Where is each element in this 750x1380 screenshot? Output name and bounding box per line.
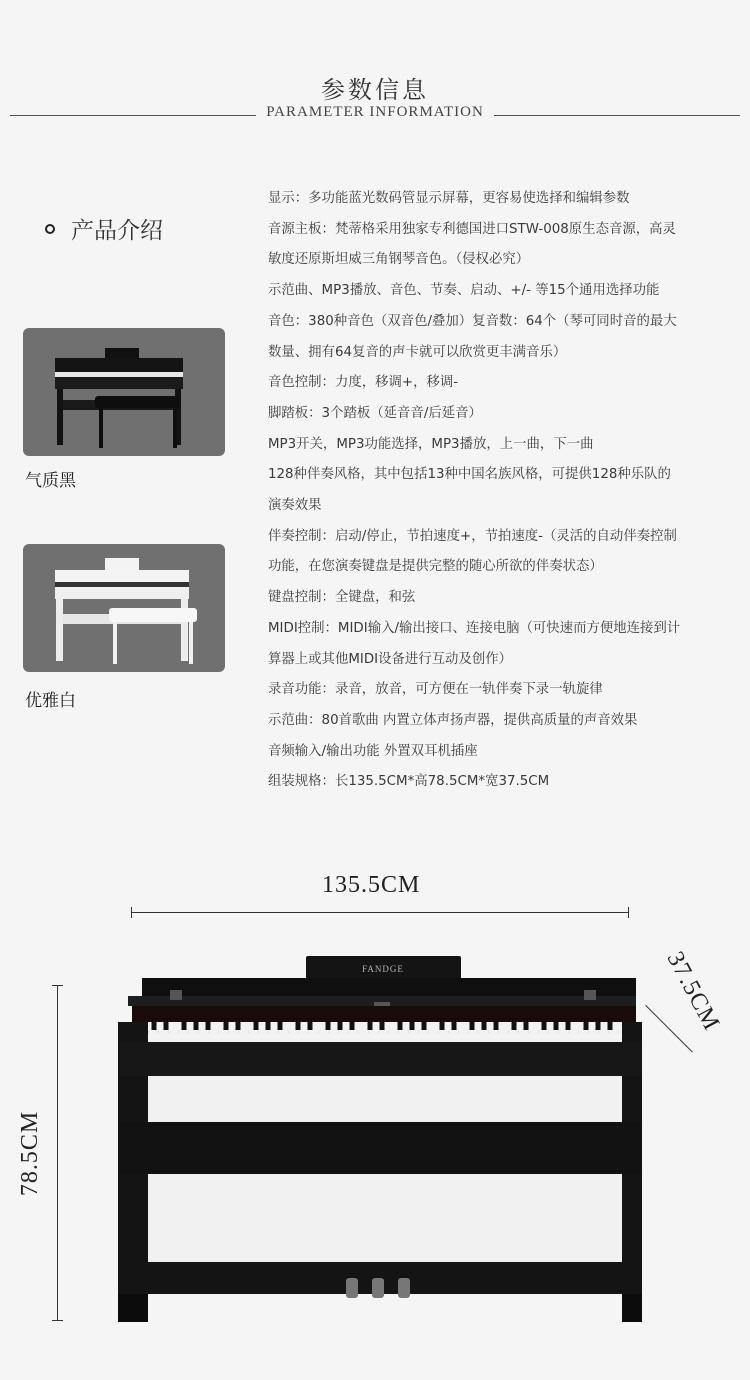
spec-line: MP3开关，MP3功能选择，MP3播放，上一曲，下一曲: [268, 436, 594, 452]
dimension-length-label: 135.5CM: [322, 872, 421, 898]
bullet-icon: [45, 224, 55, 234]
piano-illustration: [110, 950, 650, 1330]
dimension-length-line: [131, 912, 629, 913]
brand-logo: FANDGE: [362, 964, 404, 974]
dimension-height-line: [57, 985, 58, 1321]
dimension-depth-label: 37.5CM: [661, 947, 725, 1036]
spec-line: 录音功能：录音，放音，可方便在一轨伴奏下录一轨旋律: [268, 682, 603, 698]
spec-line: 组装规格：长135.5CM*高78.5CM*宽37.5CM: [268, 774, 550, 790]
spec-line: 音频输入/输出功能 外置双耳机插座: [268, 743, 478, 759]
dimension-height-tick-bottom: [52, 1320, 63, 1321]
color-swatch-black[interactable]: [23, 328, 225, 456]
dimension-height-label: 78.5CM: [17, 1110, 44, 1197]
color-swatch-white[interactable]: [23, 544, 225, 672]
black-piano-icon: [23, 328, 225, 456]
spec-line: 示范曲、MP3播放、音色、节奏、启动、+/- 等15个通用选择功能: [268, 283, 660, 299]
page-title-en: PARAMETER INFORMATION: [266, 104, 484, 120]
spec-line: 敏度还原斯坦威三角钢琴音色。（侵权必究）: [268, 252, 530, 268]
spec-line: 数量、拥有64复音的声卡就可以欣赏更丰满音乐）: [268, 344, 567, 360]
spec-line: 演奏效果: [268, 498, 322, 514]
color-label-black: 气质黑: [25, 471, 76, 491]
spec-line: 伴奏控制：启动/停止，节拍速度+，节拍速度-（灵活的自动伴奏控制: [268, 528, 677, 544]
spec-line: 音源主板：梵蒂格采用独家专利德国进口STW-008原生态音源，高灵: [268, 221, 676, 237]
dimension-length-tick-left: [131, 907, 132, 918]
spec-line: 脚踏板：3个踏板（延音音/后延音）: [268, 405, 482, 421]
dimension-height-tick-top: [52, 985, 63, 986]
spec-line: 音色控制：力度，移调+，移调-: [268, 375, 459, 391]
dimension-depth-line: [645, 1005, 692, 1052]
page-title-zh: 参数信息: [321, 76, 429, 104]
dimension-length-tick-right: [628, 907, 629, 918]
section-heading: [45, 212, 163, 245]
spec-line: 显示：多功能蓝光数码管显示屏幕，更容易使选择和编辑参数: [268, 191, 630, 206]
spec-line: 128种伴奏风格，其中包括13种中国名族风格，可提供128种乐队的: [268, 467, 671, 483]
spec-line: 键盘控制：全键盘，和弦: [268, 590, 416, 606]
spec-line: 示范曲：80首歌曲 内置立体声扬声器，提供高质量的声音效果: [268, 712, 638, 728]
section-heading-text: 产品介绍: [71, 218, 163, 244]
spec-line: 音色：380种音色（双音色/叠加）复音数：64个（琴可同时音的最大: [268, 313, 677, 329]
color-label-white: 优雅白: [25, 691, 76, 711]
spec-line: 功能，在您演奏键盘是提供完整的随心所欲的伴奏状态）: [268, 559, 603, 575]
spec-list: [268, 184, 728, 798]
white-piano-icon: [23, 544, 225, 672]
spec-line: 算器上或其他MIDI设备进行互动及创作）: [268, 651, 513, 667]
spec-line: MIDI控制：MIDI输入/输出接口、连接电脑（可快速而方便地连接到计: [268, 620, 681, 636]
